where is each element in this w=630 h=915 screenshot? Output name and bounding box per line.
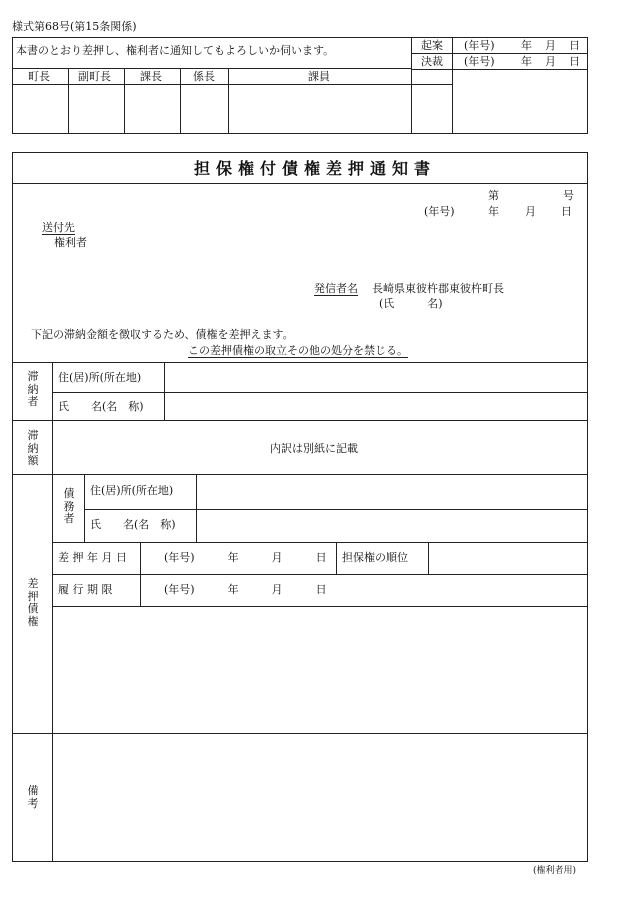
seizure-date-value: (年号) 年 月 日 bbox=[164, 551, 327, 564]
body-line-2: この差押債権の取立その他の処分を禁じる。 bbox=[188, 344, 408, 357]
approval-col-unit-chief: 係長 bbox=[193, 70, 215, 83]
kessai-year: 年 bbox=[521, 55, 532, 68]
seized-credit-label: 差 押 債 権 bbox=[27, 577, 39, 628]
due-date-label: 履 行 期 限 bbox=[58, 583, 113, 596]
sender-value: 長崎県東彼杵郡東彼杵町長 bbox=[372, 282, 504, 295]
footer-note: (権利者用) bbox=[533, 866, 577, 876]
kian-month: 月 bbox=[545, 39, 556, 52]
body-line-1: 下記の滞納金額を徴収するため、債権を差押えます。 bbox=[31, 328, 294, 341]
approval-request-text: 本書のとおり差押し、権利者に通知してもよろしいか伺います。 bbox=[16, 44, 335, 57]
debtor-name-label: 氏 名(名 称) bbox=[90, 518, 176, 531]
amount-label: 滞 納 額 bbox=[27, 429, 39, 468]
notice-title: 担保権付債権差押通知書 bbox=[193, 159, 436, 178]
notice-date-era: (年号) bbox=[424, 205, 455, 218]
kessai-label: 決裁 bbox=[421, 55, 443, 68]
notice-number-suffix: 号 bbox=[563, 189, 574, 202]
recipient-role: 権利者 bbox=[54, 236, 87, 249]
sender-name-label: (氏 名) bbox=[379, 297, 443, 310]
notice-form bbox=[12, 152, 588, 862]
kessai-month: 月 bbox=[545, 55, 556, 68]
kian-day: 日 bbox=[569, 39, 580, 52]
notice-date-month: 月 bbox=[525, 205, 536, 218]
notice-date-day: 日 bbox=[561, 205, 572, 218]
kessai-era: (年号) bbox=[464, 55, 495, 68]
sender-label: 発信者名 bbox=[314, 282, 358, 295]
kian-era: (年号) bbox=[464, 39, 495, 52]
priority-label: 担保権の順位 bbox=[342, 551, 408, 564]
approval-col-mayor: 町長 bbox=[28, 70, 50, 83]
approval-col-staff: 課員 bbox=[308, 70, 330, 83]
delinquent-label: 滞 納 者 bbox=[27, 370, 39, 409]
seizure-date-label: 差 押 年 月 日 bbox=[58, 551, 127, 564]
recipient-label: 送付先 bbox=[42, 221, 75, 234]
name-label: 氏 名(名 称) bbox=[58, 400, 144, 413]
address-label: 住(居)所(所在地) bbox=[58, 371, 142, 384]
kian-year: 年 bbox=[521, 39, 532, 52]
form-number: 様式第68号(第15条関係) bbox=[12, 20, 137, 33]
amount-value: 内訳は別紙に記載 bbox=[270, 442, 358, 455]
kian-label: 起案 bbox=[421, 39, 443, 52]
notice-date-year: 年 bbox=[488, 205, 499, 218]
debtor-label: 債 務 者 bbox=[63, 487, 75, 526]
kessai-day: 日 bbox=[569, 55, 580, 68]
remarks-label: 備 考 bbox=[27, 784, 39, 810]
approval-col-deputy-mayor: 副町長 bbox=[78, 70, 111, 83]
approval-col-section-chief: 課長 bbox=[140, 70, 162, 83]
debtor-address-label: 住(居)所(所在地) bbox=[90, 484, 174, 497]
notice-number-prefix: 第 bbox=[488, 189, 499, 202]
due-date-value: (年号) 年 月 日 bbox=[164, 583, 327, 596]
